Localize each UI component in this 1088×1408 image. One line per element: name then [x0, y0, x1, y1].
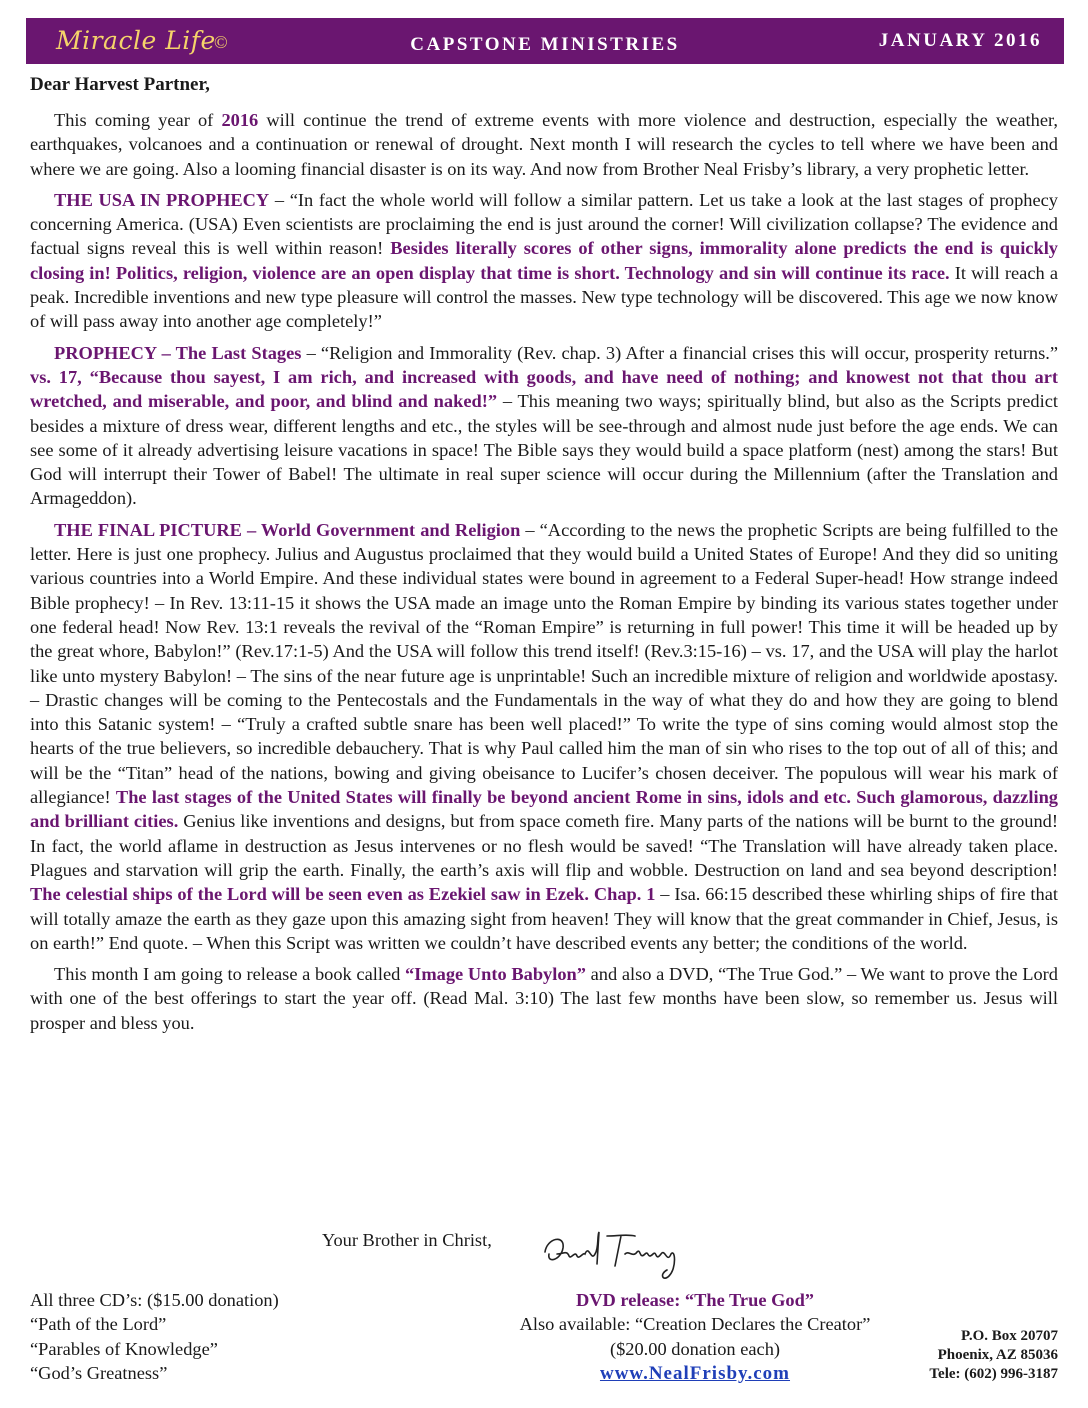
verse-highlight: vs. 17, “Because thou sayest, I am rich, and increased with goods, and have need of nothing; and knowest not that thou art wretched, and miserable, and poor, and blind and naked!”	[30, 366, 1058, 412]
cd-item: “Path of the Lord”	[30, 1314, 167, 1335]
newsletter-header	[26, 18, 1064, 64]
release-paragraph: This month I am going to release a book called “Image Unto Babylon” and also a DVD, “The True God.” – We want to prove the Lord with one of the best offerings to start the year off. (Read Mal. 3:10) The last few months have been slow, so remember us. Jesus will prosper and bless you.	[30, 964, 1058, 1033]
also-available: Also available: “Creation Declares the Creator”	[519, 1314, 871, 1335]
miracle-life-logo: Miracle Life	[56, 26, 216, 55]
po-box: P.O. Box 20707	[961, 1328, 1058, 1344]
final-picture-paragraph: THE FINAL PICTURE – World Government and Religion – “According to the news the prophetic Scripts are being fulfilled to the letter. Here is just one prophecy. Julius and Augustus proclaimed that they would build a United States of Europe! And they did so uniting various countries into a World Empire. And these individual states were bound in agreement to a Federal Super-head! How strange indeed Bible prophecy! – In Rev. 13:11-15 it shows the USA made an image unto the Roman Empire by binding its various states together under one federal head! Now Rev. 13:1 reveals the revival of the “Roman Empire” is returning in full power! This time it will be headed up by the great whore, Babylon!” (Rev.17:1-5) And the USA will follow this trend itself! (Rev.3:15-16) – vs. 17, and the USA will play the harlot like unto mystery Babylon! – The sins of the near future age is unprintable! Such an incredible mixture of religion and worldwide apostasy. – Drastic changes will be coming to the Pentecostals and the Fundamentals in the way of what they do and how they are going to blend into this Satanic system! – “Truly a crafted subtle snare has been well placed!” To write the type of sins coming would almost stop the hearts of the true believers, so incredible debauchery. That is why Paul called him the man of sin who rises to the top out of all of this; and will be the “Titan” head of the nations, bowing and giving obeisance to Lucifer’s chosen deceiver. The populous will wear his mark of allegiance! The last stages of the United States will finally be beyond ancient Rome in sins, idols and etc. Such glamorous, dazzling and brilliant cities. Genius like inventions and designs, but from space cometh fire. Many parts of the nations will be burnt to the ground! In fact, the world aflame in destruction as Jesus intervenes or no flesh would be saved! “The Translation will have already taken place. Plagues and starvation will grip the earth. Finally, the earth’s axis will flip and wobble. Destruction on land and sea beyond description! The celestial ships of the Lord will be seen even as Ezekiel saw in Ezek. Chap. 1 – Isa. 66:15 described these whirling ships of fire that will totally amaze the earth as they gaze upon this amazing sight from heaven! They will know that the great commander in Chief, Jesus, is on earth!” End quote. – When this Script was written we couldn’t have described events any better; the conditions of the world.	[30, 519, 1058, 953]
rome-highlight: The last stages of the United States will finally be beyond ancient Rome in sins, idols and etc. Such glamorous, dazzling and brilliant cities.	[30, 787, 1058, 832]
copyright-symbol: ©	[214, 32, 228, 52]
letter-body	[30, 108, 1058, 1042]
cd-item: “Parables of Knowledge”	[30, 1338, 218, 1359]
dvd-price: ($20.00 donation each)	[609, 1338, 781, 1359]
cd-offer-title: All three CD’s: ($15.00 donation)	[30, 1290, 279, 1310]
usa-highlight: Besides literally scores of other signs, immorality alone predicts the end is quickly closing in! Politics, religion, violence are an open display that time is short. Technology and sin will continue its race.	[30, 238, 1058, 283]
issue-date: JANUARY 2016	[878, 30, 1042, 51]
website-link[interactable]: www.NealFrisby.com	[599, 1362, 791, 1384]
city-state-zip: Phoenix, AZ 85036	[937, 1347, 1058, 1363]
organization-name: CAPSTONE MINISTRIES	[410, 34, 680, 55]
mailing-address	[929, 1327, 1058, 1384]
usa-prophecy-paragraph: THE USA IN PROPHECY – “In fact the whole world will follow a similar pattern. Let us take a look at the last stages of prophecy concerning America. (USA) Even scientists are proclaiming the end is just around the corner! Will civilization collapse? The evidence and factual signs reveal this is well within reason! Besides literally scores of other signs, immorality alone predicts the end is quickly closing in! Politics, religion, violence are an open display that time is short. Technology and sin will continue its race. It will reach a peak. Incredible inventions and new type pleasure will control the masses. New type technology will be discovered. This age we now know of will pass away into another age completely!”	[30, 189, 1058, 332]
section-heading-last-stages: PROPHECY – The Last Stages	[54, 342, 302, 363]
cd-offer	[30, 1288, 279, 1385]
dvd-title: DVD release: “The True God”	[575, 1290, 815, 1310]
dvd-offer	[470, 1288, 920, 1386]
greeting: Dear Harvest Partner,	[30, 74, 210, 95]
section-heading-final-picture: THE FINAL PICTURE – World Government and Religion	[54, 519, 521, 540]
telephone: Tele: (602) 996-3187	[929, 1366, 1058, 1382]
last-stages-paragraph: PROPHECY – The Last Stages – “Religion and Immorality (Rev. chap. 3) After a financial crises this will occur, prosperity returns.” vs. 17, “Because thou sayest, I am rich, and increased with goods, and have need of nothing; and knowest not that thou art wretched, and miserable, and poor, and blind and naked!” – This meaning two ways; spiritually blind, but also as the Scripts predict besides a mixture of dress wear, different lengths and etc., the styles will be see-through and almost nude just before the age ends. We can see some of it already advertising leisure vacations in space! The Bible says they would build a space platform (nest) among the stars! But God will interrupt their Tower of Babel! The ultimate in real super science will occur during the Millennium (after the Translation and Armageddon).	[30, 342, 1058, 509]
book-title: “Image Unto Babylon”	[404, 964, 586, 985]
cd-item: “God’s Greatness”	[30, 1362, 168, 1383]
section-heading-usa: THE USA IN PROPHECY	[54, 189, 270, 210]
closing-line: Your Brother in Christ,	[322, 1230, 492, 1250]
handwritten-signature	[537, 1224, 727, 1284]
year-highlight: 2016	[221, 110, 259, 130]
celestial-ships-highlight: The celestial ships of the Lord will be seen even as Ezekiel saw in Ezek. Chap. 1	[30, 884, 656, 905]
intro-paragraph: This coming year of 2016 will continue the trend of extreme events with more violence and destruction, especially the weather, earthquakes, volcanoes and a continuation or renewal of drought. Next month I will research the cycles to tell where we have been and where we are going. Also a looming financial disaster is on its way. And now from Brother Neal Frisby’s library, a very prophetic letter.	[30, 110, 1058, 179]
